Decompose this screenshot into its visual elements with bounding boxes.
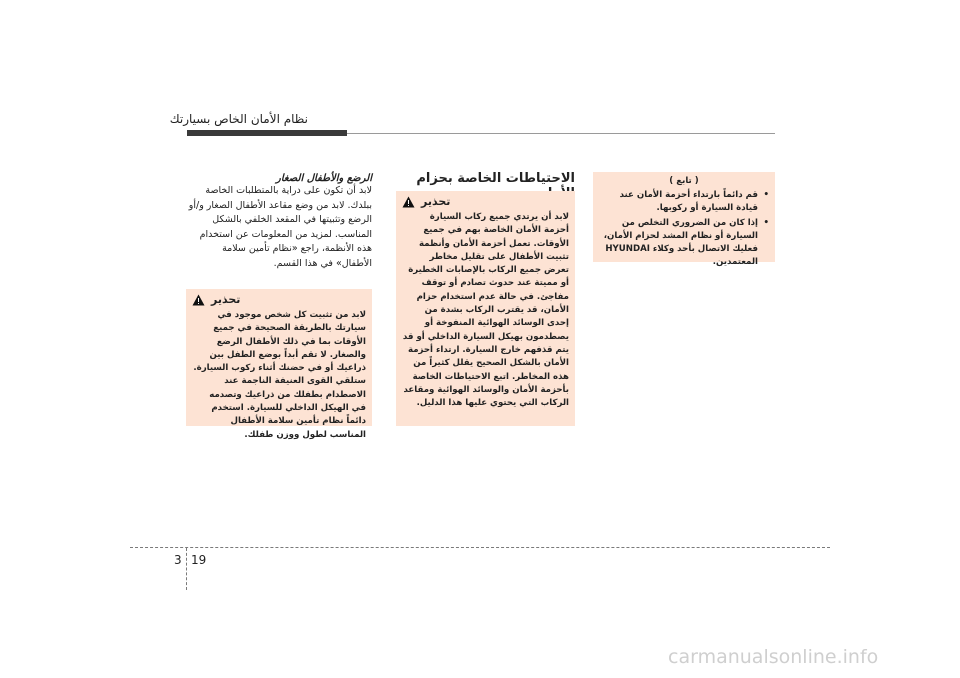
watermark: carmanualsonline.info: [668, 646, 879, 668]
footer-divider: [130, 547, 830, 548]
warning-box-seatbelt: [396, 191, 575, 426]
warning-header: [192, 293, 366, 306]
warning-label: تحذير: [211, 293, 241, 306]
footer-vertical-divider: [186, 548, 187, 590]
infants-heading: الرضع والأطفال الصغار: [276, 173, 372, 184]
warning-header: [402, 195, 569, 208]
list-item: [599, 217, 769, 269]
bullet-icon: •: [763, 218, 769, 228]
page-number: 19: [191, 553, 207, 567]
infants-paragraph: لابد أن تكون على دراية بالمتطلبات الخاصة ببلدك. لابد من وضع مقاعد الأطفال الصغار و/أو الرضع وتثبيتها في المقعد الخلفي بالشكل المناسب. لمزيد من المعلومات عن استخدام هذه الأنظمة، راجع «نظام تأمين سلامة الأطفال» في هذا القسم.: [188, 185, 372, 269]
section-number: 3: [174, 553, 182, 567]
warning-label: تحذير: [421, 195, 451, 208]
continued-info-box: [593, 172, 775, 267]
list-item: [599, 189, 769, 215]
list-item-text: قم دائماً بارتداء أحزمة الأمان عند قيادة السيارة أو ركوبها.: [619, 190, 758, 213]
warning-box-infants: [186, 289, 372, 440]
bullet-icon: •: [763, 190, 769, 200]
header-accent-bar: [187, 130, 347, 136]
continued-label: ( تابع ): [669, 176, 699, 186]
warning-text: لابد أن يرتدي جميع ركاب السيارة أحزمة الأمان الخاصة بهم في جميع الأوقات. تعمل أحزمة الأمان وأنظمة تثبيت الأطفال على تقليل مخاطر تعرض جميع الركاب بالإصابات الخطيرة أو مميتة عند حدوث تصادم أو توقف مفاجئ. في حالة عدم استخدام حزام الأمان، قد يقترب الركاب بشدة من إحدى الوسائد الهوائية المنفوخة أو يصطدمون بهيكل السيارة الداخلي أو قد يتم قذفهم خارج السيارة. ارتداء أحزمة الأمان بالشكل الصحيح يقلل كثيراً من هذه المخاطر. اتبع الاحتياطات الخاصة بأحزمة الأمان والوسائد الهوائية ومقاعد الركاب التي يحتوي عليها هذا الدليل.: [402, 212, 569, 409]
warning-triangle-icon: [402, 196, 415, 208]
warning-text: لابد من تثبيت كل شخص موجود في سيارتك بالطريقة الصحيحة في جميع الأوقات بما في ذلك الأطفال الرضع والصغار. لا تقم أبداً بوضع الطفل بين ذراعيك أو في حضنك أثناء ركوب السيارة. ستلقي القوى العنيفة الناجمة عند الاصطدام بطفلك من ذراعيك وتصدمه في الهيكل الداخلي للسيارة. استخدم دائماً نظام تأمين سلامة الأطفال المناسب لطول ووزن طفلك.: [193, 310, 366, 440]
seatbelt-precautions-heading: الاحتياطات الخاصة بحزام: [416, 171, 575, 186]
page-header-title: نظام الأمان الخاص بسيارتك: [169, 112, 308, 126]
warning-triangle-icon: [192, 294, 205, 306]
list-item-text: إذا كان من الضروري التخلص من السيارة أو نظام المشد لحزام الأمان، فعليك الاتصال بأحد وكلاء HYUNDAI المعتمدين.: [603, 218, 758, 267]
info-list: [599, 189, 769, 269]
